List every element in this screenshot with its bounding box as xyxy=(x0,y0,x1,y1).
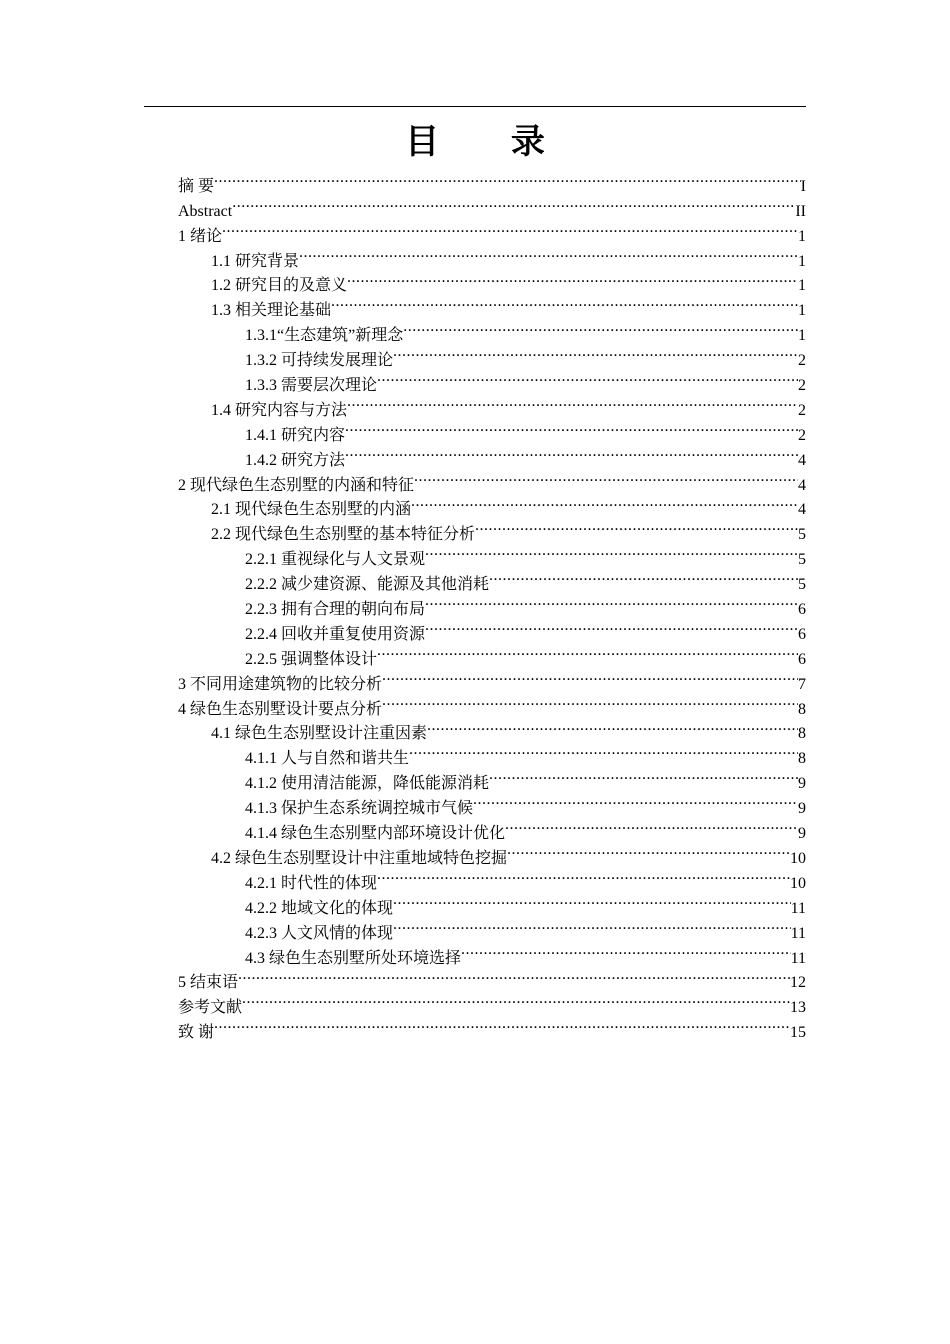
toc-entry-page-number: 4 xyxy=(798,451,806,469)
toc-leader-dots xyxy=(242,987,790,1012)
toc-entry-page-number: 11 xyxy=(790,924,806,942)
toc-leader-dots xyxy=(507,838,790,863)
toc-leader-dots xyxy=(427,714,798,739)
toc-entry-page-number: I xyxy=(800,177,806,195)
toc-entry-label: 1.1 研究背景 xyxy=(211,252,300,270)
toc-entry-label: 2.2.4 回收并重复使用资源 xyxy=(245,625,426,643)
toc-entry-label: 4.2.1 时代性的体现 xyxy=(245,874,378,892)
toc-leader-dots xyxy=(475,514,798,539)
toc-leader-dots xyxy=(409,738,798,763)
toc-entry[interactable] xyxy=(178,216,806,245)
toc-entry-label: 2.2.1 重视绿化与人文景观 xyxy=(245,551,426,569)
toc-leader-dots xyxy=(403,315,798,340)
toc-entry-page-number: 2 xyxy=(798,377,806,395)
toc-entry[interactable] xyxy=(178,241,806,270)
toc-entry[interactable] xyxy=(178,1012,806,1042)
toc-entry-page-number: II xyxy=(795,202,806,220)
toc-entry[interactable] xyxy=(178,963,806,992)
toc-entry-label: 2.2.2 减少建资源、能源及其他消耗 xyxy=(245,576,490,594)
toc-leader-dots xyxy=(461,938,791,963)
toc-leader-dots xyxy=(347,266,798,291)
toc-entry-page-number: 5 xyxy=(798,526,806,544)
toc-entry-page-number: 15 xyxy=(790,1024,806,1042)
toc-entry-page-number: 6 xyxy=(798,625,806,643)
toc-entry[interactable] xyxy=(178,987,806,1017)
toc-entry-page-number: 2 xyxy=(798,352,806,370)
toc-entry-page-number: 2 xyxy=(798,401,806,419)
toc-entry-page-number: 8 xyxy=(798,725,806,743)
toc-entry-label: 4.1.4 绿色生态别墅内部环境设计优化 xyxy=(245,825,506,843)
toc-entry-label: 致 谢 xyxy=(178,1024,215,1042)
toc-leader-dots xyxy=(382,664,798,689)
toc-entry-page-number: 6 xyxy=(798,601,806,619)
toc-entry-page-number: 9 xyxy=(798,800,806,818)
toc-entry-label: 4.3 绿色生态别墅所处环境选择 xyxy=(245,949,462,967)
toc-entry-label: 4.2.2 地域文化的体现 xyxy=(245,899,394,917)
toc-entry-page-number: 9 xyxy=(798,775,806,793)
toc-entry-page-number: 2 xyxy=(798,426,806,444)
toc-leader-dots xyxy=(425,539,798,564)
toc-entry-page-number: 1 xyxy=(798,277,806,295)
toc-entry-label: 2.1 现代绿色生态别墅的内涵 xyxy=(211,501,412,519)
toc-entry-page-number: 4 xyxy=(798,476,806,494)
toc-leader-dots xyxy=(489,763,798,788)
toc-entry-label: 5 结束语 xyxy=(178,974,239,992)
toc-leader-dots xyxy=(411,490,798,515)
toc-leader-dots xyxy=(345,440,798,465)
toc-entry-label: 4.2.3 人文风情的体现 xyxy=(245,924,394,942)
toc-entry-label: Abstract xyxy=(178,202,233,220)
toc-leader-dots xyxy=(331,290,798,315)
toc-leader-dots xyxy=(214,1012,790,1037)
toc-leader-dots xyxy=(425,589,798,614)
toc-leader-dots xyxy=(232,191,795,216)
toc-entry-label: 1.4 研究内容与方法 xyxy=(211,401,348,419)
toc-entry-label: 2.2.3 拥有合理的朝向布局 xyxy=(245,601,426,619)
toc-entry-label: 1.2 研究目的及意义 xyxy=(211,277,348,295)
toc-leader-dots xyxy=(238,963,790,988)
header-rule xyxy=(144,106,806,107)
toc-entry-page-number: 13 xyxy=(790,999,806,1017)
toc-leader-dots xyxy=(414,465,798,490)
toc-entry-page-number: 10 xyxy=(790,849,806,867)
toc-leader-dots xyxy=(377,365,798,390)
toc-entry-page-number: 8 xyxy=(798,750,806,768)
toc-entry-page-number: 1 xyxy=(798,252,806,270)
toc-entry-label: 4.2 绿色生态别墅设计中注重地域特色挖掘 xyxy=(211,849,508,867)
toc-entry-label: 4.1 绿色生态别墅设计注重因素 xyxy=(211,725,428,743)
toc-entry-page-number: 10 xyxy=(790,874,806,892)
toc-leader-dots xyxy=(393,340,798,365)
toc-leader-dots xyxy=(345,415,798,440)
table-of-contents xyxy=(178,166,806,1042)
toc-leader-dots xyxy=(382,689,798,714)
toc-entry-label: 4 绿色生态别墅设计要点分析 xyxy=(178,700,383,718)
toc-entry-label: 参考文献 xyxy=(178,999,243,1017)
toc-entry-page-number: 12 xyxy=(790,974,806,992)
toc-entry-label: 1.4.2 研究方法 xyxy=(245,451,346,469)
toc-entry-label: 1.3 相关理论基础 xyxy=(211,302,332,320)
toc-leader-dots xyxy=(393,913,791,938)
toc-leader-dots xyxy=(222,216,798,241)
toc-entry-page-number: 7 xyxy=(798,675,806,693)
toc-entry-page-number: 11 xyxy=(790,899,806,917)
toc-entry-page-number: 1 xyxy=(798,302,806,320)
toc-leader-dots xyxy=(393,888,791,913)
toc-entry-label: 摘 要 xyxy=(178,177,215,195)
toc-entry-label: 4.1.2 使用清洁能源，降低能源消耗 xyxy=(245,775,490,793)
toc-entry-page-number: 1 xyxy=(798,227,806,245)
toc-entry-label: 2.2.5 强调整体设计 xyxy=(245,650,378,668)
toc-entry-label: 2.2 现代绿色生态别墅的基本特征分析 xyxy=(211,526,476,544)
toc-title: 目 录 xyxy=(405,122,575,162)
toc-entry-page-number: 1 xyxy=(798,327,806,345)
toc-entry-page-number: 5 xyxy=(798,576,806,594)
toc-entry-label: 1.4.1 研究内容 xyxy=(245,426,346,444)
toc-entry-page-number: 11 xyxy=(790,949,806,967)
toc-entry-page-number: 5 xyxy=(798,551,806,569)
toc-entry[interactable] xyxy=(178,166,806,195)
toc-entry-label: 1 绪论 xyxy=(178,227,223,245)
toc-entry-page-number: 8 xyxy=(798,700,806,718)
toc-leader-dots xyxy=(489,564,798,589)
toc-entry[interactable] xyxy=(178,191,806,220)
toc-leader-dots xyxy=(505,813,798,838)
toc-entry-label: 4.1.1 人与自然和谐共生 xyxy=(245,750,410,768)
toc-leader-dots xyxy=(347,390,798,415)
toc-entry-label: 1.3.2 可持续发展理论 xyxy=(245,352,394,370)
toc-entry-page-number: 9 xyxy=(798,825,806,843)
toc-entry-label: 1.3.3 需要层次理论 xyxy=(245,377,378,395)
toc-entry-page-number: 6 xyxy=(798,650,806,668)
toc-entry-page-number: 4 xyxy=(798,501,806,519)
toc-leader-dots xyxy=(425,614,798,639)
toc-entry-label: 3 不同用途建筑物的比较分析 xyxy=(178,675,383,693)
toc-entry-label: 1.3.1“生态建筑”新理念 xyxy=(245,327,404,345)
toc-entry-label: 2 现代绿色生态别墅的内涵和特征 xyxy=(178,476,415,494)
toc-entry-label: 4.1.3 保护生态系统调控城市气候 xyxy=(245,800,474,818)
toc-leader-dots xyxy=(377,639,798,664)
toc-leader-dots xyxy=(214,166,801,191)
toc-leader-dots xyxy=(473,788,798,813)
toc-leader-dots xyxy=(377,863,790,888)
toc-leader-dots xyxy=(299,241,798,266)
